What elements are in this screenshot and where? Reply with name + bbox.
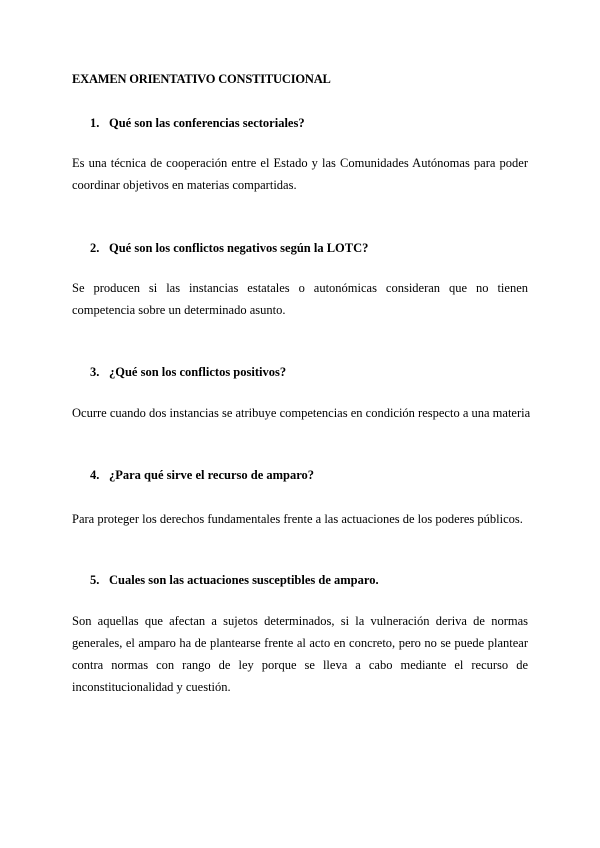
question-5-number: 5. bbox=[90, 573, 100, 587]
question-1-number: 1. bbox=[90, 116, 100, 130]
answer-1: Es una técnica de cooperación entre el Estado y las Comunidades Autónomas para poder coordinar objetivos en materias compartidas. bbox=[72, 156, 528, 192]
question-3 bbox=[90, 365, 286, 380]
question-2-text: Qué son los conflictos negativos según la LOTC? bbox=[109, 241, 369, 255]
question-2 bbox=[90, 241, 368, 256]
question-4 bbox=[90, 468, 314, 483]
question-4-text: ¿Para qué sirve el recurso de amparo? bbox=[109, 468, 315, 482]
answer-2: Se producen si las instancias estatales o autonómicas consideran que no tienen competencia sobre un determinado asunto. bbox=[72, 281, 528, 317]
question-3-text: ¿Qué son los conflictos positivos? bbox=[109, 365, 287, 379]
question-1 bbox=[90, 116, 305, 131]
answer-3: Ocurre cuando dos instancias se atribuye competencias en condición respecto a una materia bbox=[72, 406, 531, 420]
question-5 bbox=[90, 573, 379, 588]
document-title: EXAMEN ORIENTATIVO CONSTITUCIONAL bbox=[72, 72, 331, 86]
question-5-text: Cuales son las actuaciones susceptibles de amparo. bbox=[109, 573, 379, 587]
question-3-number: 3. bbox=[90, 365, 100, 379]
answer-4: Para proteger los derechos fundamentales frente a las actuaciones de los poderes públicos. bbox=[72, 512, 523, 526]
answer-5: Son aquellas que afectan a sujetos determinados, si la vulneración deriva de normas generales, el amparo ha de plantearse frente al acto en concreto, pero no se puede plantear contra normas con rango de ley porque se lleva a cabo mediante el recurso de inconstitucionalidad y cuestión. bbox=[72, 614, 528, 694]
question-4-number: 4. bbox=[90, 468, 100, 482]
question-2-number: 2. bbox=[90, 241, 100, 255]
question-1-text: Qué son las conferencias sectoriales? bbox=[109, 116, 305, 130]
